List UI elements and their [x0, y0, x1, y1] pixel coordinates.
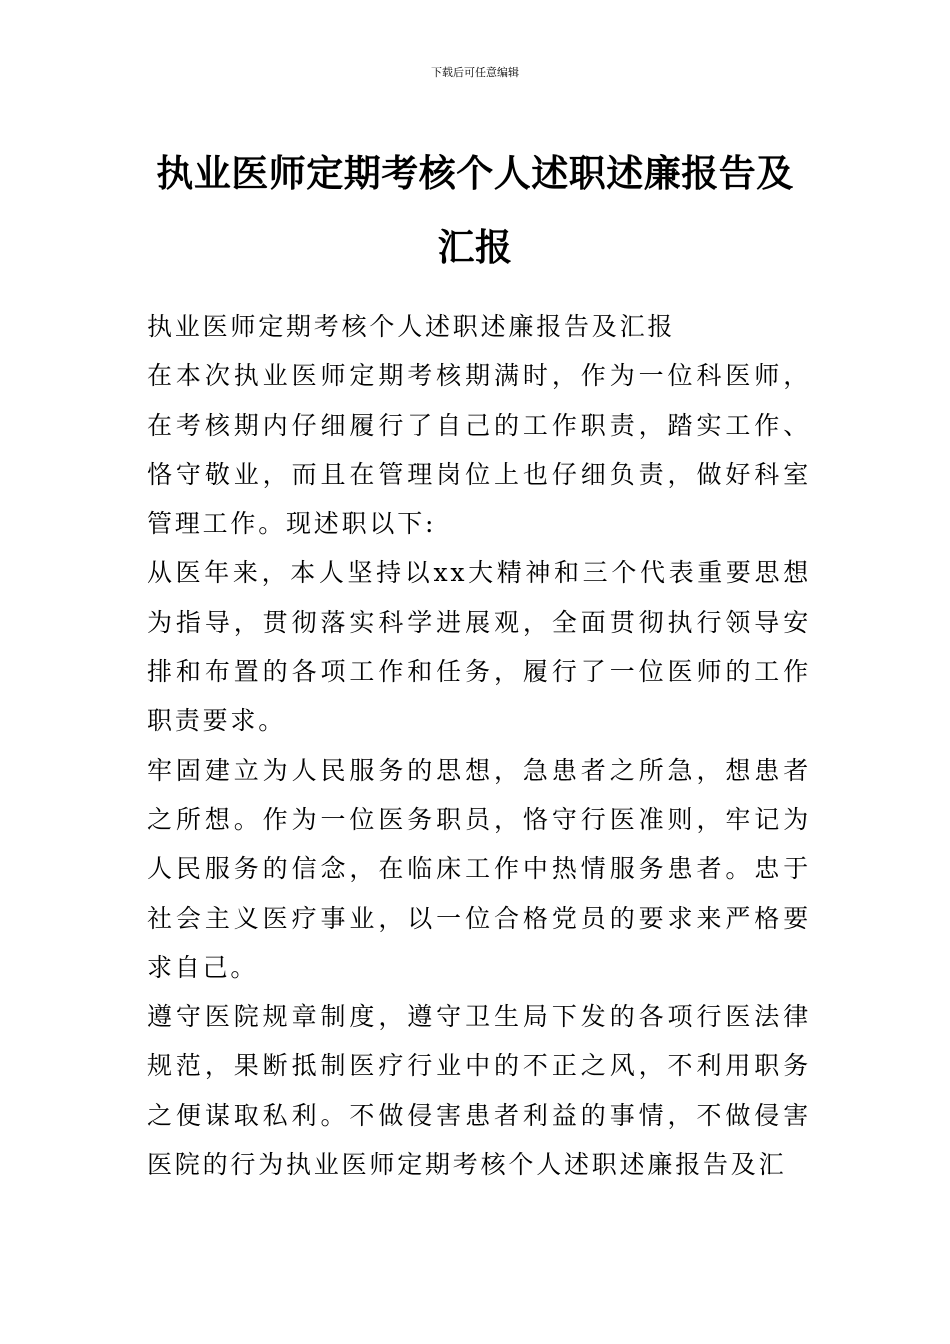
body-paragraph: 遵守医院规章制度，遵守卫生局下发的各项行医法律规范，果断抵制医疗行业中的不正之风，不利用职务之便谋取私利。不做侵害患者利益的事情，不做侵害医院的行为执业医师定期考核个人述职述廉报告及汇 [147, 1002, 811, 1180]
body-paragraph: 执业医师定期考核个人述职述廉报告及汇报 [147, 312, 676, 341]
header-note: 下载后可任意编辑 [431, 66, 519, 79]
document-body [147, 302, 811, 1189]
document-title: 执业医师定期考核个人述职述廉报告及汇报 [156, 151, 794, 269]
body-paragraph: 从医年来，本人坚持以xx大精神和三个代表重要思想为指导，贯彻落实科学进展观，全面贯彻执行领导安排和布置的各项工作和任务，履行了一位医师的工作职责要求。 [147, 558, 811, 736]
body-paragraph: 在本次执业医师定期考核期满时，作为一位科医师，在考核期内仔细履行了自己的工作职责，踏实工作、恪守敬业，而且在管理岗位上也仔细负责，做好科室管理工作。现述职以下: [147, 361, 811, 539]
body-paragraph: 牢固建立为人民服务的思想，急患者之所急，想患者之所想。作为一位医务职员，恪守行医准则，牢记为人民服务的信念，在临床工作中热情服务患者。忠于社会主义医疗事业，以一位合格党员的要求来严格要求自己。 [147, 755, 811, 982]
